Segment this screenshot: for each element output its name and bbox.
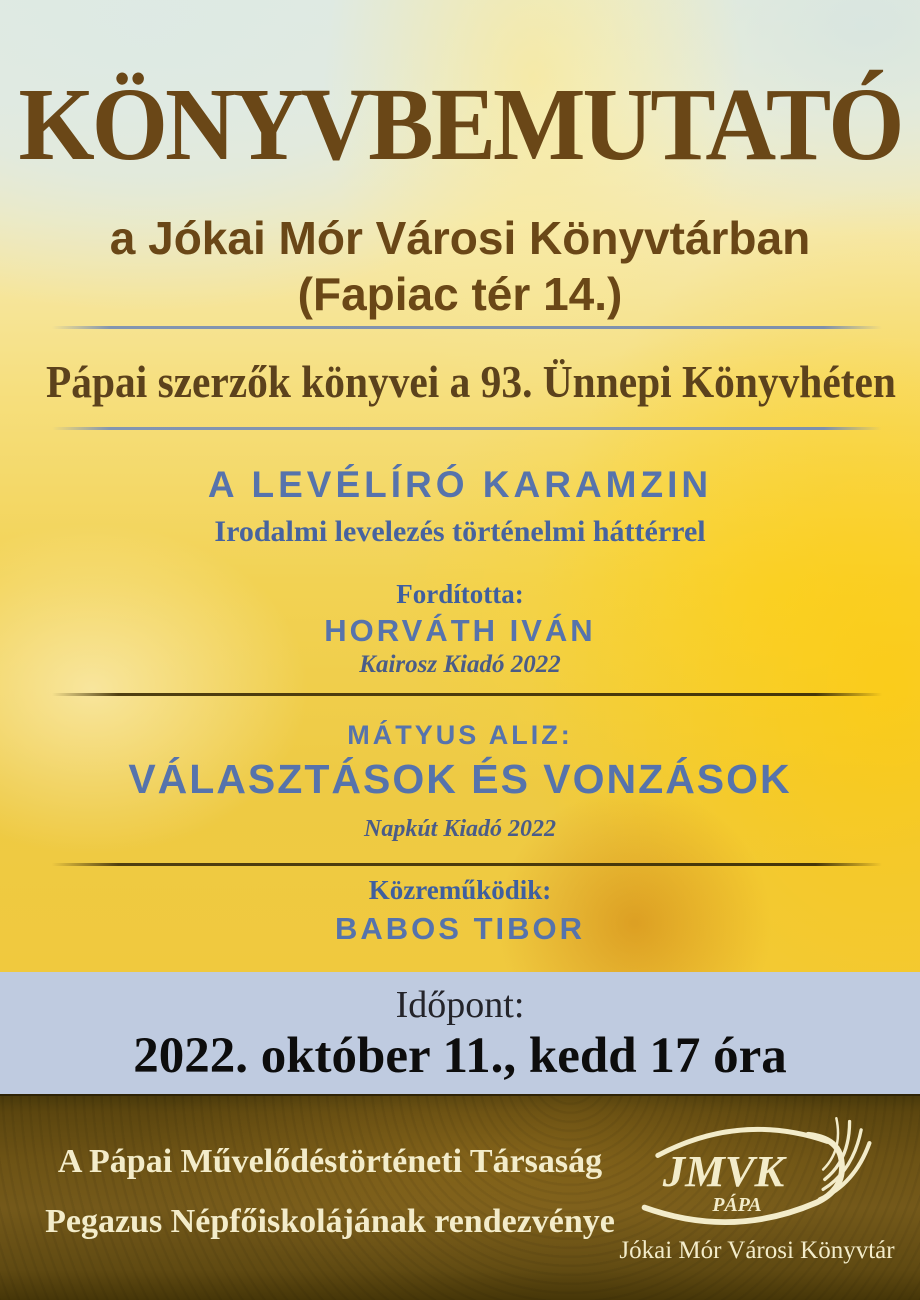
organizer-line-2: Pegazus Népfőiskolájának rendezvénye: [45, 1203, 615, 1240]
poster-title: KÖNYVBEMUTATÓ: [18, 67, 902, 183]
book1-publisher: Kairosz Kiadó 2022: [359, 651, 561, 678]
library-logo: [612, 1110, 902, 1266]
location-line-2: (Fapiac tér 14.): [297, 268, 623, 320]
book1-title: A LEVÉLÍRÓ KARAMZIN: [207, 464, 713, 505]
contributor-label: Közreműködik:: [368, 875, 552, 905]
book2-title: VÁLASZTÁSOK ÉS VONZÁSOK: [128, 756, 792, 802]
divider-series: [52, 427, 882, 430]
organizer-text: [30, 1132, 630, 1252]
datetime-label: Időpont:: [395, 984, 525, 1026]
library-name: Jókai Mór Városi Könyvtár: [619, 1237, 895, 1264]
organizer-line-1: A Pápai Művelődéstörténeti Társaság: [57, 1143, 603, 1180]
book1-translator-label: Fordította:: [396, 579, 524, 609]
book2-publisher: Napkút Kiadó 2022: [363, 816, 557, 842]
divider-book2-contributor: [52, 863, 882, 866]
divider-book1-book2: [52, 693, 882, 696]
book1-subtitle: Irodalmi levelezés történelmi háttérrel: [214, 515, 706, 548]
book1-translator-name: HORVÁTH IVÁN: [324, 613, 596, 648]
divider-top: [52, 326, 882, 329]
datetime-value: 2022. október 11., kedd 17 óra: [133, 1028, 787, 1084]
book2-author: MÁTYUS ALIZ:: [347, 720, 573, 750]
logo-city-text: PÁPA: [712, 1193, 762, 1216]
logo-acronym-text: JMVK: [662, 1146, 785, 1197]
jmvk-logo-icon: [632, 1110, 882, 1234]
event-series-title: Pápai szerzők könyvei a 93. Ünnepi Könyvhéten: [46, 356, 896, 407]
location-line-1: a Jókai Mór Városi Könyvtárban: [109, 212, 811, 264]
footer-band: [0, 1094, 920, 1300]
contributor-name: BABOS TIBOR: [335, 911, 585, 946]
